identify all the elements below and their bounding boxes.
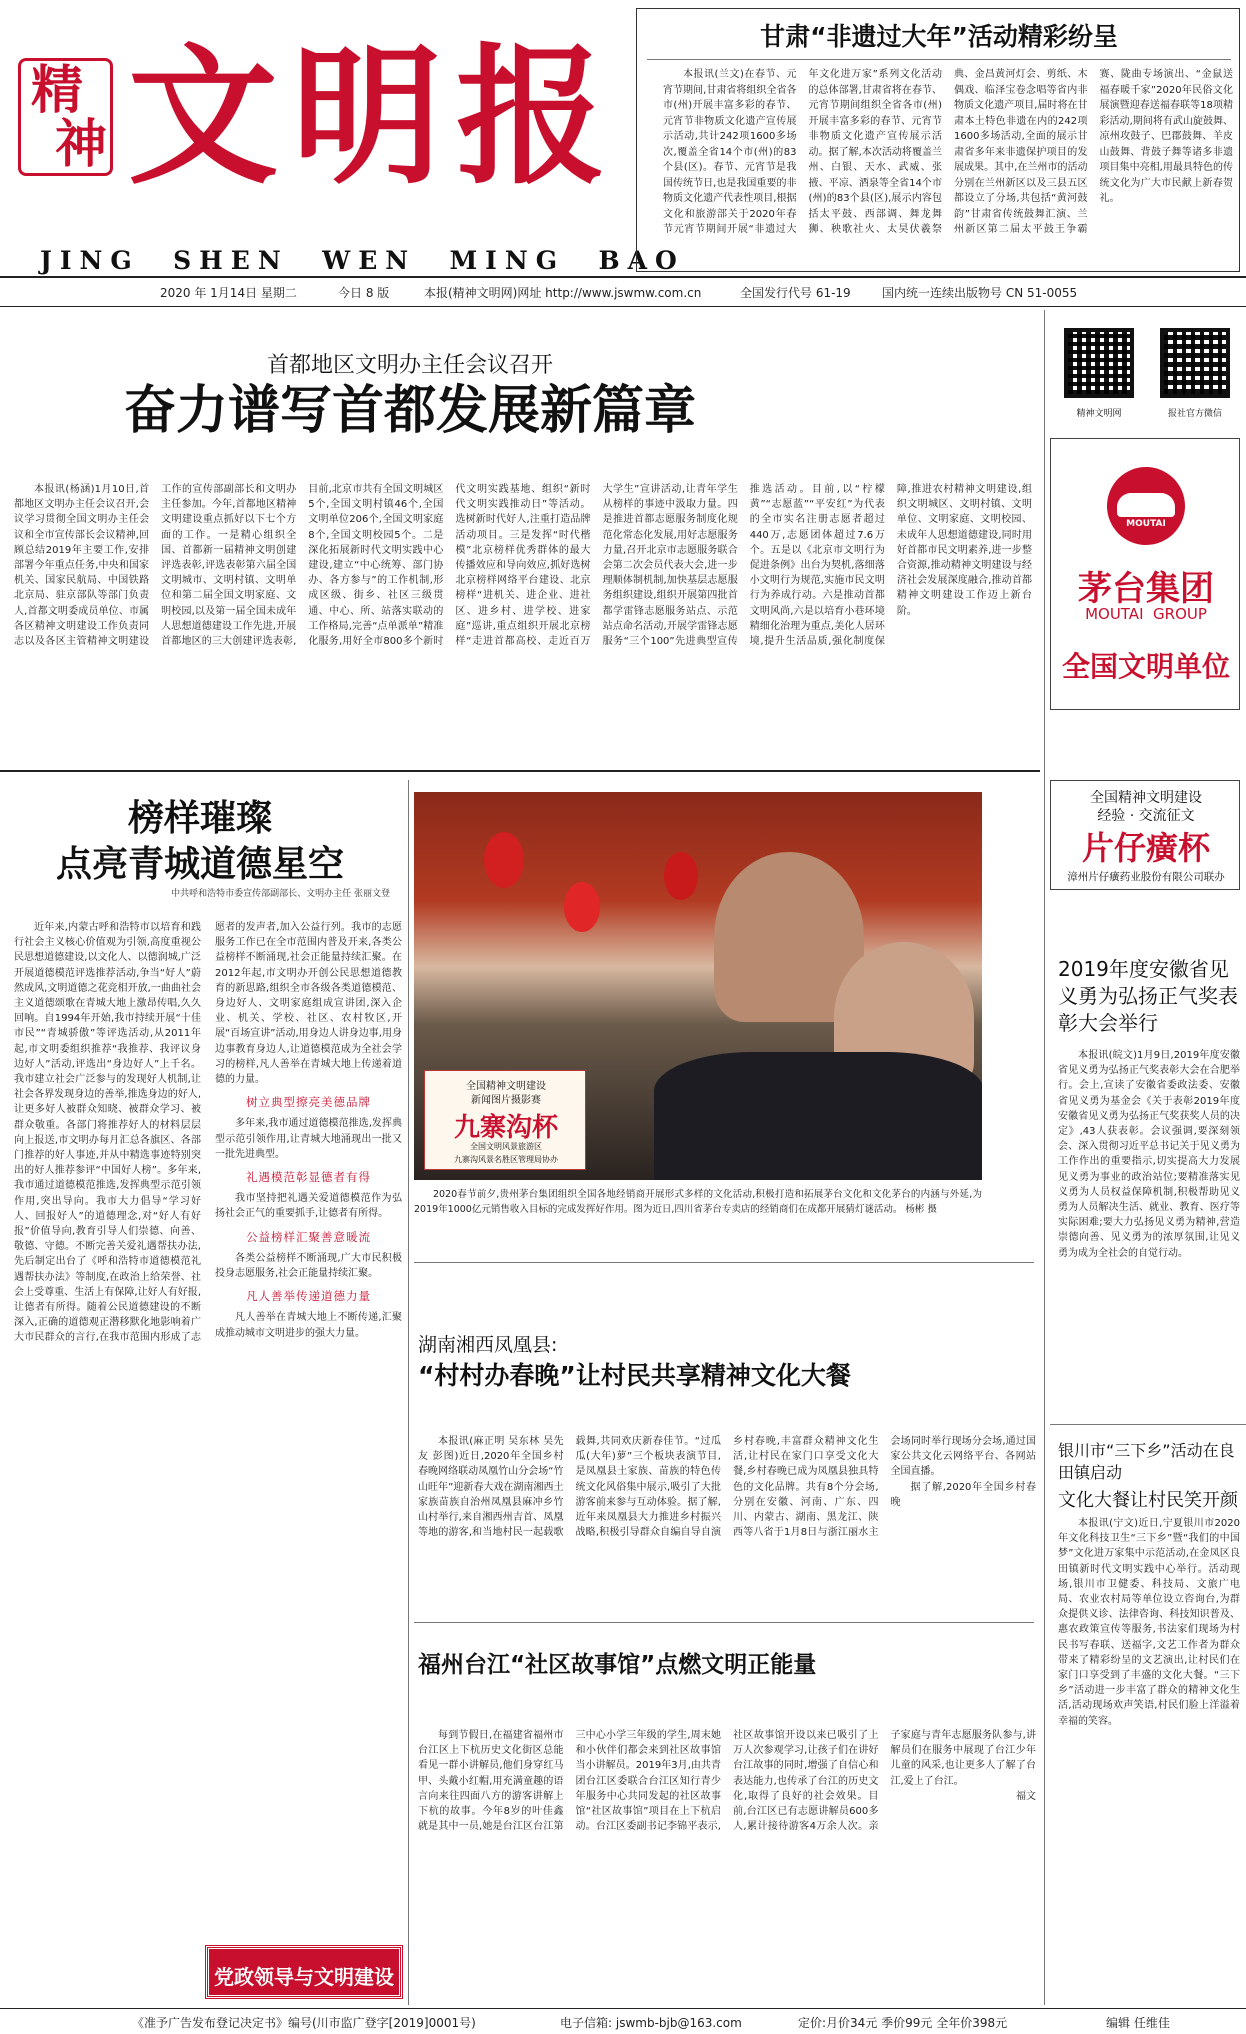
ningxia-body: 本报讯(宁文)近日,宁夏银川市2020年文化科技卫生“三下乡”暨“我们的中国梦”文化进万家集中示范活动,在金凤区良田镇新时代文明实践中心举行。活动现场,银川市卫健委、科技局、文旅广电局、农业农村局等单位设立咨询台,为群众提供义诊、法律咨询、科技知识普及、惠农政策宣传等服务,书法家们现场为村民书写春联、送福字,文艺工作者为群众带来了精彩纷呈的文艺演出,让村民们在家门口享受到了丰盛的文化大餐。“三下乡”活动进一步丰富了群众的精神文化生活,活动现场欢声笑语,村民们脸上洋溢着幸福的笑容。 [1058,1518,1240,1727]
badge-name: 九寨沟杯 [453,1113,558,1143]
hunan-footer: 据了解,2020年全国乡村春晚 [890,1481,1036,1508]
pianzaihuang-ad[interactable] [1050,780,1240,890]
feature-subhead-3: 公益榜样汇聚善意暖流 [246,1229,371,1244]
feature-subhead-4: 凡人善举传递道德力量 [246,1289,371,1304]
website-link[interactable]: 本报(精神文明网)网址 http://www.jswmw.com.cn [424,286,702,300]
photo-jackets [654,1052,982,1180]
badge-line-1: 全国精神文明建设 [466,1081,546,1092]
top-story-title: 甘肃“非遗过大年”活动精彩纷呈 [760,22,1118,51]
feature-headline-1: 榜样璀璨 [127,798,272,839]
moutai-name: 茅台集团 [1078,569,1214,609]
qr-code-wechat[interactable] [1160,328,1230,398]
seal-top-char: 精 [31,60,84,121]
photo-caption: 2020春节前夕,贵州茅台集团组织全国各地经销商开展形式多样的文化活动,积极打造和拓展茅台文化和文化茅台的内涵与外延,为2019年1000亿元销售收入目标的完成发挥好作用。图为近日,四川省茅台专卖店的经销商们在成都开展猜灯谜活动。 杨彬 摄 [414,1189,982,1215]
qr-code-jswmw[interactable] [1064,328,1134,398]
photo-lantern-3 [664,852,698,900]
fuzhou-author: 福文 [1016,1790,1036,1802]
hunan-headline: “村村办春晚”让村民共享精神文化大餐 [418,1361,851,1390]
news-photo [414,792,982,1180]
masthead-seal [18,58,113,176]
ningxia-kicker: 银川市“三下乡”活动在良田镇启动 [1058,1441,1235,1482]
photo-lantern-1 [484,832,524,888]
fuzhou-body: 每到节假日,在福建省福州市台江区上下杭历史文化街区总能看见一群小讲解员,他们身穿红马甲、头戴小红帽,用充满童趣的语言向来往四面八方的游客讲解上下杭的故事。今年8岁的叶佳鑫就是其中一员,她是台江区台江第三中心小学三年级的学生,周末她和小伙伴们都会来到社区故事馆当小讲解员。2019年3月,由共青团台江区委联合台江区知行青少年服务中心共同发起的社区故事馆“社区故事馆”项目在上下杭启动。台江区委副书记李锦平表示,社区故事馆开设以来已吸引了上万人次参观学习,让孩子们在讲好台江故事的同时,增强了自信心和表达能力,也传承了台江的历史文化,取得了良好的社会效果。目前,台江区已有志愿讲解员600多人,累计接待游客4万余人次。亲子家庭与青年志愿服务队参与,讲解员们在服务中展现了台江少年儿童的风采,也让更多人了解了台江,爱上了台江。 福文 [418,1730,1036,1833]
photo-credit: 杨彬 摄 [905,1203,937,1215]
feature-subhead-2: 礼遇模范彰显德者有得 [246,1170,371,1185]
feature-headline-2: 点亮青城道德星空 [55,844,344,885]
bottom-banner-text: 党政领导与文明建设 [214,1965,394,1989]
pzh-line-1: 全国精神文明建设 [1090,790,1202,806]
fuzhou-headline: 福州台江“社区故事馆”点燃文明正能量 [418,1652,817,1678]
lead-kicker: 首都地区文明办主任会议召开 [266,353,553,378]
moutai-logo-text: MOUTAI [1126,519,1166,529]
photo-contest-badge [424,1070,586,1170]
bottom-banner [206,1946,402,1998]
masthead-char-bao: 报 [456,29,607,205]
lead-body: 本报讯(杨涵)1月10日,首都地区文明办主任会议召开,会议学习贯彻全国文明办主任会议和全市宣传部长会议精神,回顾总结2019年主要工作,安排部署今年重点任务,中央和国家机关、国家民航局、中国铁路北京局、驻京部队等部门负责人,首都文明委成员单位、市属各区精神文明建设工作负责同志以及各区主管精神文明建设工作的宣传部副部长和文明办主任参加。今年,首都地区精神文明建设重点抓好以下七个方面的工作。一是精心组织全国、首都新一届精神文明创建评选表彰,评选表彰第六届全国文明城市、文明村镇、文明单位和第二届全国文明家庭、文明校园,以及第一届全国未成年人思想道德建设工作先进,开展首都地区的三大创建评选表彰,目前,北京市共有全国文明城区5个,全国文明村镇46个,全国文明单位206个,全国文明家庭8个,全国文明校园5个。二是深化拓展新时代文明实践中心建设,建立“中心统筹、部门协办、各方参与”的工作机制,形成区级、街乡、社区三级贯通、中心、所、站落实联动的工作格局,完善“点单派单”精准化服务,用好全市800多个新时代文明实践基地、组织“新时代文明实践推动日”等活动。选树新时代好人,注重打造品牌活动项目。三是发挥“时代楷模”北京榜样优秀群体的最大传播效应和导向效应,抓好选树北京榜样网络平台建设、北京榜样“进机关、进企业、进社区、进乡村、进学校、进家庭”巡讲,重点组织开展北京榜样“走进首都高校、走近百万大学生”宣讲活动,让青年学生从榜样的事迹中汲取力量。四是推进首都志愿服务制度化规范化常态化发展,用好志愿服务力量,召开北京市志愿服务联合会第二次会员代表大会,进一步理顺体制机制,加快基层志愿服务组织建设,组织开展第四批首都学雷锋志愿服务站点、示范站点命名活动,开展学雷锋志愿服务“三个100”先进典型宣传推选活动。目前,以“柠檬黄”“志愿蓝”“平安红”为代表的全市实名注册志愿者超过440万,志愿团体超过7.6万个。五是以《北京市文明行为促进条例》出台为契机,落细落小文明行为规范,实施市民文明行为养成行动。六是推动首都文明风尚,六是以培育小巷环境精细化治理为重点,美化人居环境,提升生活品质,强化制度保障,推进农村精神文明建设,组织文明城区、文明村镇、文明单位、文明家庭、文明校园、未成年人思想道德建设,同时用好首都市民文明素养,进一步整合资源,推动精神文明建设与经济社会发展深度融合,推动首都精神文明建设工作迈上新台阶。 [14,484,1032,648]
feature-byline: 中共呼和浩特市委宣传部副部长、文明办主任 张丽文登 [171,889,390,899]
masthead [0,0,685,285]
masthead-char-wen: 文 [128,29,279,205]
footer-editor: 编辑 任维佳 [1106,2016,1170,2030]
anhui-headline: 2019年度安徽省见义勇为弘扬正气奖表彰大会举行 [1058,957,1238,1035]
footer-ad-license: 《准予广告发布登记决定书》编号(川市监广登字[2019]0001号) [132,2016,476,2030]
distribution-code: 全国发行代号 61-19 [740,286,851,300]
footer-email[interactable]: 电子信箱: jswmb-bjb@163.com [560,2016,742,2030]
footer-price: 定价:月价34元 季价99元 全年价398元 [798,2016,1008,2030]
feature-body: 近年来,内蒙古呼和浩特市以培育和践行社会主义核心价值观为引领,高度重视公民思想道德建设,以文化人、以德润城,广泛开展道德模范评选推荐活动,争当“好人”蔚然成风,文明道德之花竞相开放,一曲曲社会主义道德颂歌在青城大地上激昂传唱,久久回响。自1994年开始,我市持续开展“十佳市民”“青城骄傲”等评选活动,从2011年起,市文明委组织推荐“我推荐、我评议身边好人”活动,评选出“身边好人”上千名。我市建立社会广泛参与的发现好人机制,让社会各界发现身边的善举,推选身边的好人,让更多好人被群众知晓、被群众学习、被群众敬重。各部门将推荐好人的材料层层向上报送,市文明办每月汇总各旗区、各部门推荐的好人事迹,并从中精选事迹特别突出的好人推荐参评“中国好人榜”。多年来,我市通过道德模范推选,发挥典型示范引领作用,突出导向。我市大力倡导“学习好人、回报好人”的道德理念,对“好人有好报”价值导向,教育引导人们崇德、向善、敬德、守德。不断完善关爱礼遇帮扶办法,先后制定出台了《呼和浩特市道德模范礼遇帮扶办法》等制度,在政治上给荣誉、社会上受尊重、生活上有保障,让好人有好报,让德者有所得。随着公民道德建设的不断深入,正确的道德观正潜移默化地影响着广大市民群众的言行,在我市范围内形成了志愿者的发声者,加入公益行列。我市的志愿服务工作已在全市范围内普及开来,各类公益榜样不断涌现,社会正能量持续汇聚。在2012年起,市文明办开创公民思想道德教育的新思路,组织全市各级各类道德模范、身边好人、文明家庭组成宣讲团,深入企业、机关、学校、社区、农村牧区,开展“百场宣讲”活动,用身边人讲身边事,用身边事教育身边人,让道德模范成为全社会学习的榜样,凡人善举在青城大地上传递着道德的力量。 树立典型擦亮美德品牌 多年来,我市通过道德模范推选,发挥典型示范引领作用,让青城大地涌现出一批又一批先进典型。 礼遇模范彰显德者有得 我市坚持把礼遇关爱道德模范作为弘扬社会正气的重要抓手,让德者有所得。 公益榜样汇聚善意暖流 各类公益榜样不断涌现,广大市民积极投身志愿服务,社会正能量持续汇聚。 凡人善举传递道德力量 凡人善举在青城大地上不断传递,汇聚成推动城市文明进步的强大力量。 [14,922,402,1344]
moutai-logo [1107,467,1185,545]
hunan-kicker: 湖南湘西凤凰县: [418,1334,558,1356]
qr-block [1050,322,1240,422]
badge-line-2: 新闻图片摄影赛 [471,1095,541,1106]
badge-org-1: 全国文明风景旅游区 [470,1142,542,1151]
ningxia-headline: 文化大餐让村民笑开颜 [1058,1490,1238,1511]
lead-headline: 奋力谱写首都发展新篇章 [123,381,696,441]
moutai-name-en: MOUTAI GROUP [1085,605,1207,623]
masthead-char-ming: 明 [292,29,443,205]
footer-bar [0,2012,1246,2032]
badge-org-2: 九寨沟风景名胜区管理局协办 [454,1155,558,1164]
moutai-ad[interactable] [1050,438,1240,710]
qr-label-jswmw: 精神文明网 [1076,409,1122,419]
page-count: 今日 8 版 [338,286,390,300]
photo-lantern-2 [564,882,600,932]
top-story-body: 本报讯(兰文)在春节、元宵节期间,甘肃省将组织全省各市(州)开展丰富多彩的春节、元宵节非物质文化遗产宣传展示活动,共计242项1600多场次,覆盖全省14个市(州)的83个县(区)。春节、元宵节是我国传统节日,也是我国重要的非物质文化遗产代表性项目,根据文化和旅游部关于2020年春节元宵节期间开展“非遗过大年文化进万家”系列文化活动的总体部署,甘肃省将在春节、元宵节期间组织全省各市(州)开展丰富多彩的春节、元宵节非物质文化遗产宣传展示活动。据了解,本次活动将覆盖兰州、白银、天水、武威、张掖、平凉、酒泉等全省14个市(州)的83个县(区),展示内容包括太平鼓、西部调、舞龙舞狮、秧歌社火、太昊伏羲祭典、金昌黄河灯会、剪纸、木偶戏、临泽宝卷念唱等省内非物质文化遗产项目,届时将在甘肃本土特色非遗在内的242项1600多场活动,全面的展示甘肃省多年来非遗保护项目的发展成果。其中,在兰州市的活动分别在兰州新区以及三县五区都设立了分场,共包括“黄河鼓韵”甘肃省传统鼓舞汇演、兰州新区第二届太平鼓王争霸赛、陇曲专场演出、“金鼠送福春暖千家”2020年民俗文化展演暨迎春送福春联等18项精彩活动,期间将有武山旋鼓舞、凉州攻鼓子、巴郡鼓舞、羊皮山鼓舞、背鼓子舞等诸多非遗项目集中亮相,用最具特色的传统文化为广大市民献上新春贺礼。 [663,69,1233,235]
pzh-name: 片仔癀杯 [1081,829,1210,867]
anhui-body: 本报讯(皖文)1月9日,2019年度安徽省见义勇为弘扬正气奖表彰大会在合肥举行。会上,宣读了安徽省委政法委、安徽省见义勇为基金会《关于表彰2019年度安徽省见义勇为弘扬正气奖获奖人员的决定》,43人获表彰。会议强调,要深刻领会、深入贯彻习近平总书记关于见义勇为工作作出的重要指示,切实提高大力发展见义勇为事业的政治站位;要精准落实见义勇为人员权益保障机制,积极帮助见义勇为人员解决生活、就业、教育、医疗等实际困难;要大力弘扬见义勇为精神,营造崇德向善、见义勇为的浓厚氛围,让见义勇为成为全社会的自觉行动。 [1058,1050,1240,1259]
hunan-body: 本报讯(麻正明 吴东林 吴先友 彭图)近日,2020年全国乡村春晚网络联动凤凰竹山分会场“竹山旺年”迎新春大戏在湖南湘西土家族苗族自治州凤凰县麻冲乡竹山村举行,来自湘西州吉首、凤凰等地的游客,和当地村民一起载歌载舞,共同欢庆新春佳节。“过瓜瓜(大年)萝”三个板块表演节目,是凤凰县土家族、苗族的特色传统文化风俗集中展示,吸引了大批游客前来参与互动体验。据了解,近年来凤凰县大力推进乡村振兴战略,积极引导群众自编自导自演乡村春晚,丰富群众精神文化生活,让村民在家门口享受文化大餐,乡村春晚已成为凤凰县独具特色的文化品牌。共有8个分会场,分别在安徽、河南、广东、四川、内蒙古、湖南、黑龙江、陕西等八省于1月8日与浙江丽水主会场同时举行现场分会场,通过国家公共文化云网络平台、各网站全国直播。 据了解,2020年全国乡村春晚 [418,1436,1036,1539]
masthead-pinyin: JING SHEN WEN MING BAO [40,246,685,275]
feature-subhead-1: 树立典型擦亮美德品牌 [246,1095,371,1110]
top-story [636,8,1240,272]
pzh-line-2: 经验 · 交流征文 [1097,808,1195,824]
qr-label-wechat: 报社官方微信 [1167,409,1222,419]
issue-date: 2020 年 1月14日 星期二 [160,286,297,300]
cn-number: 国内统一连续出版物号 CN 51-0055 [882,286,1078,300]
pzh-org: 漳州片仔癀药业股份有限公司联办 [1067,871,1225,883]
moutai-slogan: 全国文明单位 [1061,650,1230,683]
info-line [0,282,1246,302]
seal-bottom-char: 神 [55,114,108,175]
